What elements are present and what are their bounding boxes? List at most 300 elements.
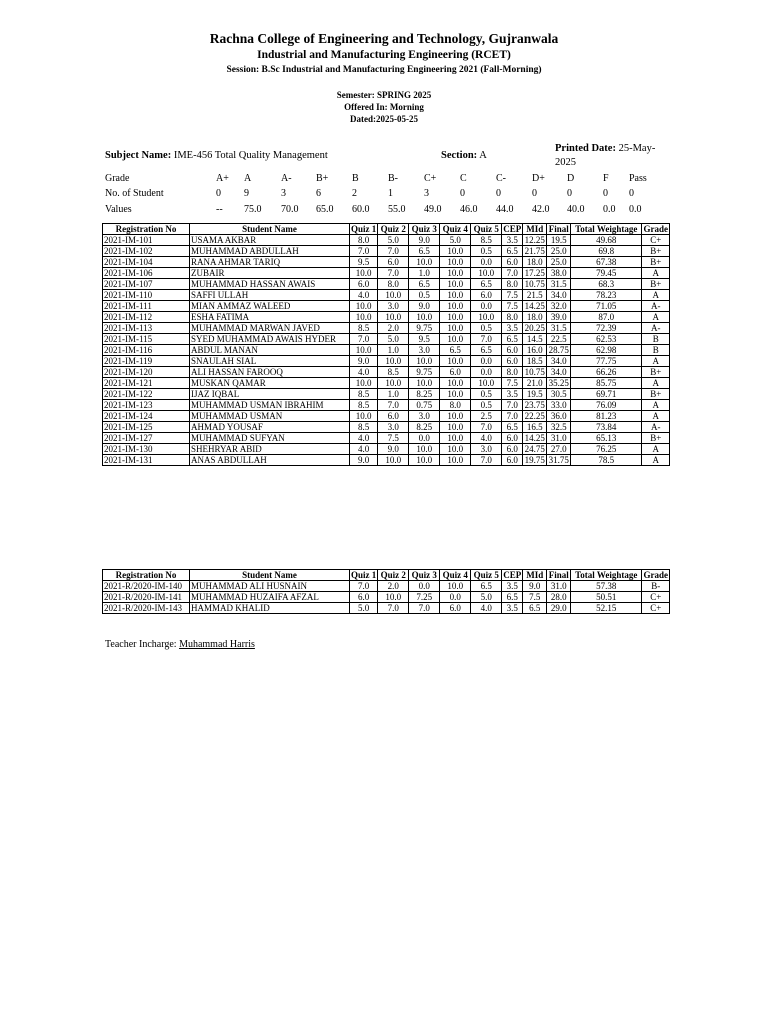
grade-cell: C [460, 173, 467, 184]
offered-in-line: Offered In: Morning [344, 102, 424, 112]
grade-cell: C+ [424, 173, 437, 184]
student-count-cell: 9 [244, 188, 249, 199]
table-cell: 8.5 [350, 400, 378, 411]
grade-cell: D [567, 173, 575, 184]
table-cell: ZUBAIR [190, 268, 350, 279]
column-header: Quiz 2 [378, 570, 409, 581]
student-count-cell: 0 [567, 188, 572, 199]
table-cell: SYED MUHAMMAD AWAIS HYDER [190, 334, 350, 345]
student-count-cell: 3 [281, 188, 286, 199]
student-count-cell: 0 [603, 188, 608, 199]
table-cell: A [642, 411, 670, 422]
table-cell: A [642, 400, 670, 411]
table-cell: 19.5 [547, 235, 571, 246]
table-cell: 8.0 [378, 279, 409, 290]
table-row [103, 455, 670, 466]
table-cell: 10.0 [378, 312, 409, 323]
table-cell: 6.5 [523, 603, 547, 614]
repeat-table-header [103, 570, 670, 581]
table-cell: 7.5 [502, 290, 523, 301]
table-cell: 1.0 [378, 389, 409, 400]
table-cell: 4.0 [471, 433, 502, 444]
table-cell: 36.0 [547, 411, 571, 422]
table-cell: 4.0 [350, 444, 378, 455]
column-header: Quiz 3 [409, 570, 440, 581]
table-cell: 8.5 [471, 235, 502, 246]
table-cell: 32.0 [547, 301, 571, 312]
table-cell: 2021-IM-121 [103, 378, 190, 389]
column-header: Student Name [190, 570, 350, 581]
grade-cell: B- [388, 173, 398, 184]
table-cell: 10.0 [440, 301, 471, 312]
grade-value-cell: 0.0 [629, 204, 642, 215]
table-cell: 67.38 [571, 257, 642, 268]
table-row [103, 356, 670, 367]
table-row [103, 411, 670, 422]
table-cell: B [642, 334, 670, 345]
table-cell: 28.75 [548, 345, 569, 355]
table-cell: A [642, 312, 670, 323]
table-cell: 7.0 [378, 246, 409, 257]
table-cell: 7.0 [471, 455, 502, 466]
table-cell: 6.0 [502, 356, 523, 367]
table-cell: 14.5 [523, 334, 547, 345]
grade-cell: D+ [532, 173, 545, 184]
table-row [103, 345, 670, 356]
table-cell: HAMMAD KHALID [190, 603, 350, 614]
table-cell: 9.75 [409, 367, 440, 378]
table-cell: 7.0 [378, 400, 409, 411]
table-cell: MUHAMMAD HASSAN AWAIS [190, 279, 350, 290]
grade-cell: F [603, 173, 609, 184]
table-cell: 8.25 [409, 422, 440, 433]
table-cell: 7.0 [502, 400, 523, 411]
column-header: MId [523, 224, 547, 235]
table-cell: 0.75 [409, 400, 440, 411]
table-row [103, 235, 670, 246]
table-cell: 3.0 [378, 301, 409, 312]
table-cell: 65.13 [571, 433, 642, 444]
column-header: Quiz 1 [351, 224, 377, 234]
table-cell: 2021-IM-120 [103, 367, 190, 378]
table-cell: 9.5 [409, 334, 440, 345]
table-cell: ABDUL MANAN [190, 345, 350, 356]
table-cell: 3.5 [502, 603, 523, 614]
table-cell: 0.0 [409, 433, 440, 444]
subject-value: IME-456 Total Quality Management [173, 150, 328, 161]
table-cell: 62.53 [571, 334, 642, 345]
table-cell: 10.0 [378, 378, 409, 389]
table-cell: SNAULAH SIAL [190, 356, 350, 367]
table-cell: 20.25 [524, 323, 545, 333]
column-header: Registration No [103, 570, 190, 581]
table-cell: 21.5 [523, 290, 547, 301]
table-cell: 22.5 [547, 334, 571, 345]
table-cell: 6.0 [350, 279, 378, 290]
table-cell: 10.0 [350, 411, 378, 422]
grade-cell: B+ [316, 173, 329, 184]
table-cell: 10.0 [440, 279, 471, 290]
table-cell: 0.0 [471, 356, 502, 367]
table-cell: 38.0 [547, 268, 571, 279]
table-cell: MUSKAN QAMAR [190, 378, 350, 389]
table-cell: 6.5 [502, 246, 523, 257]
table-row [103, 422, 670, 433]
table-cell: 4.0 [350, 367, 378, 378]
table-cell: 31.75 [548, 455, 569, 465]
table-cell: 6.5 [409, 246, 440, 257]
table-cell: 4.0 [350, 433, 378, 444]
table-cell: 0.0 [471, 367, 502, 378]
table-cell: 10.0 [350, 345, 378, 356]
table-cell: 10.0 [440, 433, 471, 444]
table-cell: 3.0 [409, 345, 440, 356]
grade-value-cell: 42.0 [532, 204, 550, 215]
printed-date-value: 25-May-2025 [555, 143, 656, 168]
table-row [103, 581, 670, 592]
table-cell: 7.0 [350, 581, 378, 592]
table-cell: 50.51 [571, 592, 642, 603]
student-count-cell: 0 [532, 188, 537, 199]
table-cell: 2021-IM-111 [103, 301, 190, 312]
table-cell: 31.0 [547, 433, 571, 444]
student-count-cell: 0 [629, 188, 634, 199]
column-header: Final [548, 224, 569, 234]
table-cell: 10.0 [440, 444, 471, 455]
table-cell: 2.0 [378, 323, 409, 334]
table-row [103, 323, 670, 334]
table-cell: 10.0 [409, 444, 440, 455]
table-cell: 10.0 [350, 312, 378, 323]
table-cell: 1.0 [378, 345, 409, 356]
table-row [103, 312, 670, 323]
grade-cell: A [244, 173, 252, 184]
table-cell: 3.0 [409, 411, 440, 422]
grade-value-cell: 65.0 [316, 204, 334, 215]
table-cell: 6.5 [471, 581, 502, 592]
table-cell: 3.0 [471, 444, 502, 455]
table-cell: 57.38 [571, 581, 642, 592]
column-header: Grade [643, 224, 669, 234]
table-cell: 7.0 [378, 268, 409, 279]
grade-value-cell: 44.0 [496, 204, 514, 215]
table-cell: 35.25 [548, 378, 569, 388]
table-cell: MUHAMMAD USMAN IBRAHIM [190, 400, 350, 411]
table-cell: 3.5 [502, 323, 523, 334]
table-cell: 6.5 [502, 592, 523, 603]
table-row [103, 400, 670, 411]
table-row [103, 367, 670, 378]
table-cell: 2021-IM-102 [103, 246, 190, 257]
semester-line: Semester: SPRING 2025 [336, 90, 432, 100]
table-cell: 7.0 [378, 603, 409, 614]
grade-value-cell: 60.0 [352, 204, 370, 215]
table-cell: 2021-IM-107 [103, 279, 190, 290]
table-row [103, 246, 670, 257]
column-header: Quiz 4 [440, 570, 471, 581]
column-header: Quiz 1 [351, 570, 377, 580]
table-cell: USAMA AKBAR [190, 235, 350, 246]
table-cell: 2021-IM-124 [103, 411, 190, 422]
grade-cell: A- [281, 173, 292, 184]
grade-value-cell: 75.0 [244, 204, 262, 215]
column-header: CEP [503, 570, 522, 580]
table-cell: 2021-IM-101 [103, 235, 190, 246]
table-cell: AHMAD YOUSAF [190, 422, 350, 433]
table-cell: 10.0 [378, 455, 409, 466]
table-cell: 2021-IM-112 [103, 312, 190, 323]
table-cell: 2021-IM-130 [103, 444, 190, 455]
table-cell: 81.23 [571, 411, 642, 422]
table-cell: 9.0 [409, 301, 440, 312]
grade-value-cell: 40.0 [567, 204, 585, 215]
table-cell: MUHAMMAD SUFYAN [190, 433, 350, 444]
table-cell: A- [642, 422, 670, 433]
student-count-cell: 0 [496, 188, 501, 199]
column-header: Quiz 2 [378, 224, 409, 235]
table-cell: 8.0 [502, 312, 523, 323]
table-cell: B+ [642, 246, 670, 257]
table-cell: 10.0 [440, 389, 471, 400]
table-cell: 8.5 [350, 422, 378, 433]
table-cell: 2021-IM-110 [103, 290, 190, 301]
table-cell: 16.0 [523, 345, 547, 356]
column-header: Student Name [190, 224, 350, 235]
column-header: Quiz 3 [409, 224, 440, 235]
table-cell: 72.39 [571, 323, 642, 334]
table-cell: 33.0 [547, 400, 571, 411]
table-row [103, 592, 670, 603]
teacher-label: Teacher Incharge: [105, 639, 177, 650]
table-cell: 10.0 [378, 356, 409, 367]
table-cell: 6.5 [502, 422, 523, 433]
table-cell: 10.0 [350, 268, 378, 279]
table-cell: MUHAMMAD ALI HUSNAIN [190, 581, 350, 592]
table-cell: 76.25 [571, 444, 642, 455]
table-cell: 2021-R/2020-IM-141 [103, 592, 190, 603]
table-cell: 18.5 [523, 356, 547, 367]
grade-cell: A+ [216, 173, 229, 184]
table-cell: 6.0 [440, 367, 471, 378]
table-cell: B- [642, 581, 670, 592]
table-cell: B+ [642, 257, 670, 268]
table-cell: 10.0 [440, 290, 471, 301]
grade-cell: Pass [629, 173, 647, 184]
table-cell: 31.0 [547, 581, 571, 592]
table-cell: 6.0 [502, 444, 523, 455]
table-cell: 69.71 [571, 389, 642, 400]
table-cell: 85.75 [571, 378, 642, 389]
table-cell: 39.0 [547, 312, 571, 323]
table-cell: 27.0 [547, 444, 571, 455]
table-cell: 8.0 [350, 235, 378, 246]
grade-value-cell: 0.0 [603, 204, 616, 215]
table-cell: 0.0 [471, 257, 502, 268]
table-cell: 10.0 [440, 411, 471, 422]
table-cell: 0.0 [440, 592, 471, 603]
table-cell: A [642, 455, 670, 466]
table-cell: 18.0 [523, 257, 547, 268]
table-cell: 7.0 [350, 334, 378, 345]
table-cell: 71.05 [571, 301, 642, 312]
table-cell: 4.0 [471, 603, 502, 614]
results-table-header [103, 224, 670, 235]
table-cell: 31.5 [547, 323, 571, 334]
table-cell: 10.0 [440, 378, 471, 389]
table-cell: 25.0 [547, 246, 571, 257]
table-cell: 7.0 [350, 246, 378, 257]
table-cell: 29.0 [547, 603, 571, 614]
grade-cell: C- [496, 173, 506, 184]
table-cell: 2.0 [378, 581, 409, 592]
table-cell: C+ [642, 235, 670, 246]
table-cell: 2021-IM-106 [103, 268, 190, 279]
table-cell: 12.25 [524, 235, 545, 245]
table-cell: 1.0 [409, 268, 440, 279]
table-cell: 8.5 [350, 389, 378, 400]
table-cell: 49.68 [571, 235, 642, 246]
table-cell: 7.0 [502, 411, 523, 422]
table-cell: 16.5 [523, 422, 547, 433]
section-value: A [479, 150, 487, 161]
table-cell: A [642, 356, 670, 367]
table-cell: MIAN AMMAZ WALEED [190, 301, 350, 312]
table-cell: 10.0 [440, 581, 471, 592]
column-header: Registration No [103, 224, 190, 235]
column-header: Quiz 5 [471, 224, 502, 235]
table-cell: 6.0 [378, 411, 409, 422]
table-cell: 10.0 [440, 334, 471, 345]
printed-date-label: Printed Date: [555, 143, 616, 154]
table-cell: 8.0 [502, 279, 523, 290]
table-cell: 10.0 [440, 312, 471, 323]
table-cell: SHEHRYAR ABID [190, 444, 350, 455]
table-cell: 2021-IM-119 [103, 356, 190, 367]
department-title: Industrial and Manufacturing Engineering (RCET) [257, 49, 511, 61]
table-cell: 3.5 [502, 581, 523, 592]
table-row [103, 334, 670, 345]
table-cell: 9.0 [350, 356, 378, 367]
table-cell: 8.5 [350, 323, 378, 334]
grade-value-cell: -- [216, 204, 223, 215]
table-cell: 23.75 [524, 400, 545, 410]
table-row [103, 257, 670, 268]
grade-value-label: Values [105, 204, 132, 215]
table-cell: 79.45 [571, 268, 642, 279]
table-cell: A [642, 268, 670, 279]
table-cell: 78.5 [571, 455, 642, 466]
table-cell: 2021-IM-113 [103, 323, 190, 334]
table-cell: 2021-IM-125 [103, 422, 190, 433]
table-cell: 14.25 [524, 301, 545, 311]
table-cell: 10.0 [440, 422, 471, 433]
table-cell: 78.23 [571, 290, 642, 301]
table-cell: 0.5 [471, 246, 502, 257]
section-label: Section: [441, 150, 478, 161]
table-row [103, 268, 670, 279]
table-cell: 6.0 [378, 257, 409, 268]
table-cell: 0.5 [471, 389, 502, 400]
table-cell: 21.0 [523, 378, 547, 389]
table-cell: 6.0 [502, 455, 523, 466]
table-cell: 2021-IM-131 [103, 455, 190, 466]
student-count-cell: 0 [460, 188, 465, 199]
table-cell: 7.0 [471, 422, 502, 433]
table-cell: A [642, 444, 670, 455]
table-cell: 25.0 [547, 257, 571, 268]
table-cell: 3.5 [502, 235, 523, 246]
table-cell: 8.0 [440, 400, 471, 411]
table-cell: C+ [642, 592, 670, 603]
table-cell: 30.5 [547, 389, 571, 400]
printed-date [555, 142, 670, 170]
student-count-label: No. of Student [105, 188, 164, 199]
teacher-incharge [105, 639, 255, 650]
grade-value-cell: 46.0 [460, 204, 478, 215]
table-cell: 2021-IM-123 [103, 400, 190, 411]
table-cell: 9.0 [523, 581, 547, 592]
table-cell: B [642, 345, 670, 356]
section-info [441, 150, 487, 161]
column-header: Total Weightage [571, 224, 642, 235]
column-header: Grade [643, 570, 669, 580]
table-cell: A [642, 378, 670, 389]
table-row [103, 378, 670, 389]
table-cell: 8.0 [502, 367, 523, 378]
table-cell: 73.84 [571, 422, 642, 433]
table-cell: C+ [642, 603, 670, 614]
session-title: Session: B.Sc Industrial and Manufacturing Engineering 2021 (Fall-Morning) [226, 65, 542, 75]
table-cell: 6.5 [471, 279, 502, 290]
grade-cell: B [352, 173, 359, 184]
subject-label: Subject Name: [105, 150, 172, 161]
table-cell: 9.0 [350, 455, 378, 466]
table-cell: 10.0 [440, 356, 471, 367]
student-count-cell: 2 [352, 188, 357, 199]
table-row [103, 301, 670, 312]
column-header: Total Weightage [571, 570, 642, 581]
table-cell: MUHAMMAD ABDULLAH [190, 246, 350, 257]
table-cell: 10.0 [378, 592, 409, 603]
table-cell: 34.0 [547, 290, 571, 301]
table-cell: 0.0 [471, 301, 502, 312]
table-cell: ESHA FATIMA [190, 312, 350, 323]
table-cell: 6.5 [440, 345, 471, 356]
table-cell: 8.25 [409, 389, 440, 400]
table-cell: 10.0 [471, 312, 502, 323]
table-cell: 3.5 [502, 389, 523, 400]
table-cell: 4.0 [350, 290, 378, 301]
table-cell: B+ [642, 433, 670, 444]
table-cell: RANA AHMAR TARIQ [190, 257, 350, 268]
table-cell: 8.5 [378, 367, 409, 378]
table-cell: 9.75 [409, 323, 440, 334]
table-cell: 10.0 [440, 455, 471, 466]
table-cell: SAFFI ULLAH [190, 290, 350, 301]
table-row [103, 603, 670, 614]
table-cell: 10.0 [409, 378, 440, 389]
table-cell: 10.0 [409, 455, 440, 466]
table-cell: 17.25 [524, 268, 545, 278]
table-cell: B+ [642, 279, 670, 290]
table-cell: 76.09 [571, 400, 642, 411]
column-header: Quiz 4 [440, 224, 471, 235]
table-cell: 10.0 [471, 378, 502, 389]
table-cell: 10.0 [378, 290, 409, 301]
results-table [102, 223, 670, 466]
repeat-results-table [102, 569, 670, 614]
table-cell: 9.0 [378, 444, 409, 455]
